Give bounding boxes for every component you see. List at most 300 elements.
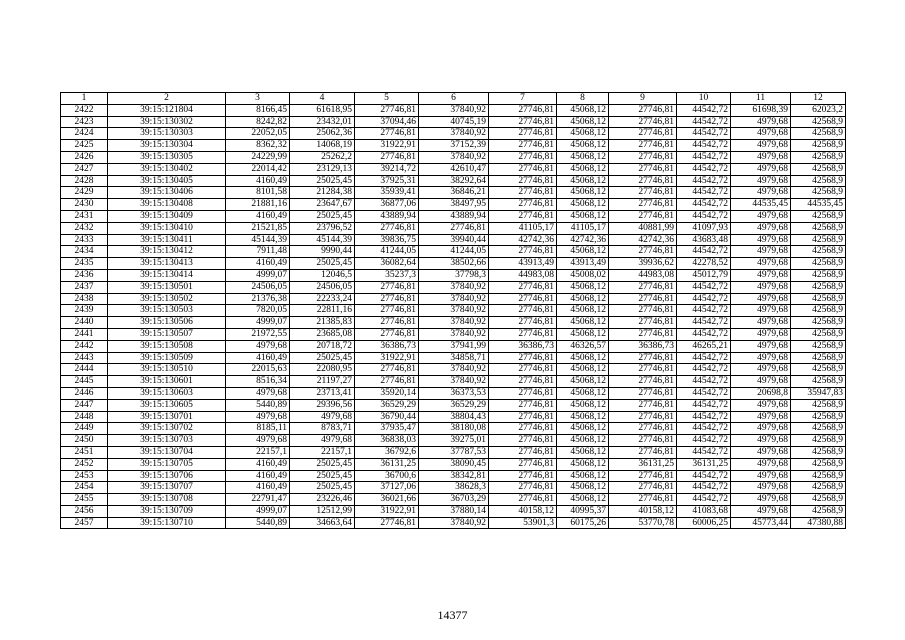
table-cell: 27746,81 (419, 222, 489, 234)
table-cell: 27746,81 (609, 352, 677, 364)
table-cell: 23713,41 (290, 387, 355, 399)
table-cell: 42568,9 (791, 494, 846, 506)
table-cell: 27746,81 (489, 128, 557, 140)
table-cell: 4160,49 (226, 352, 290, 364)
table-cell: 4979,68 (226, 387, 290, 399)
table-cell: 45144,39 (290, 234, 355, 246)
table-cell: 45068,12 (557, 199, 609, 211)
table-cell: 37787,53 (419, 446, 489, 458)
table-cell: 39:15:130603 (108, 387, 226, 399)
table-cell: 4979,68 (731, 234, 791, 246)
table-cell: 42568,9 (791, 470, 846, 482)
table-cell: 23647,67 (290, 199, 355, 211)
table-cell: 4979,68 (731, 246, 791, 258)
table-cell: 25025,45 (290, 470, 355, 482)
table-cell: 44542,72 (677, 187, 731, 199)
table-cell: 27746,81 (609, 116, 677, 128)
table-row (61, 435, 846, 447)
table-cell: 45068,12 (557, 317, 609, 329)
table-cell: 39936,62 (609, 258, 677, 270)
table-cell: 4979,68 (731, 399, 791, 411)
column-header: 12 (791, 93, 846, 105)
table-cell: 44542,72 (677, 352, 731, 364)
table-cell: 2455 (61, 494, 108, 506)
table-cell: 4979,68 (731, 340, 791, 352)
table-cell: 45068,12 (557, 387, 609, 399)
table-cell: 38804,43 (419, 411, 489, 423)
table-cell: 4979,68 (731, 293, 791, 305)
table-cell: 27746,81 (609, 104, 677, 116)
table-cell: 27746,81 (489, 446, 557, 458)
table-cell: 42568,9 (791, 435, 846, 447)
table-cell: 45068,12 (557, 187, 609, 199)
table-cell: 37925,31 (355, 175, 419, 187)
table-cell: 2422 (61, 104, 108, 116)
table-cell: 27746,81 (489, 399, 557, 411)
table-cell: 4979,68 (731, 494, 791, 506)
table-cell: 39:15:130507 (108, 328, 226, 340)
table-cell: 44542,72 (677, 210, 731, 222)
table-cell: 45068,12 (557, 116, 609, 128)
table-cell: 4979,68 (731, 258, 791, 270)
table-cell: 27746,81 (489, 175, 557, 187)
table-cell: 36700,6 (355, 470, 419, 482)
table-cell: 37840,92 (419, 317, 489, 329)
column-header: 1 (61, 93, 108, 105)
table-cell: 40158,12 (609, 505, 677, 517)
table-cell: 2442 (61, 340, 108, 352)
table-cell: 42568,9 (791, 411, 846, 423)
table-cell: 24229,99 (226, 151, 290, 163)
table-cell: 4999,07 (226, 505, 290, 517)
table-cell: 4979,68 (731, 435, 791, 447)
table-cell: 39:15:130701 (108, 411, 226, 423)
table-cell: 14068,19 (290, 140, 355, 152)
table-cell: 45068,12 (557, 446, 609, 458)
table-cell: 25025,45 (290, 175, 355, 187)
table-row (61, 151, 846, 163)
table-cell: 27746,81 (609, 151, 677, 163)
table-cell: 27746,81 (609, 175, 677, 187)
table-cell: 36529,29 (419, 399, 489, 411)
table-cell: 45008,02 (557, 269, 609, 281)
table-row (61, 258, 846, 270)
table-cell: 44542,72 (677, 281, 731, 293)
table-cell: 27746,81 (609, 163, 677, 175)
table-cell: 47380,88 (791, 517, 846, 529)
header-row (61, 93, 846, 105)
table-row (61, 411, 846, 423)
table-cell: 27746,81 (355, 376, 419, 388)
table-cell: 2440 (61, 317, 108, 329)
table-cell: 42742,36 (489, 234, 557, 246)
table-cell: 4979,68 (731, 128, 791, 140)
table-cell: 45012,79 (677, 269, 731, 281)
table-cell: 22052,05 (226, 128, 290, 140)
table-row (61, 423, 846, 435)
table-row (61, 517, 846, 529)
table-cell: 36082,64 (355, 258, 419, 270)
table-body (61, 104, 846, 529)
table-cell: 53901,3 (489, 517, 557, 529)
table-cell: 4979,68 (731, 305, 791, 317)
table-cell: 45068,12 (557, 423, 609, 435)
table-cell: 38628,3 (419, 482, 489, 494)
table-row (61, 446, 846, 458)
table-cell: 23685,08 (290, 328, 355, 340)
table-row (61, 104, 846, 116)
table-cell: 42568,9 (791, 482, 846, 494)
table-cell: 42568,9 (791, 340, 846, 352)
table-cell: 21385,83 (290, 317, 355, 329)
table-cell: 35920,14 (355, 387, 419, 399)
table-row (61, 199, 846, 211)
table-cell: 37840,92 (419, 151, 489, 163)
table-cell: 62023,2 (791, 104, 846, 116)
table-cell: 53770,78 (609, 517, 677, 529)
table-cell: 4979,68 (731, 458, 791, 470)
table-cell: 2424 (61, 128, 108, 140)
table-cell: 37094,46 (355, 116, 419, 128)
table-cell: 2430 (61, 199, 108, 211)
table-cell: 37880,14 (419, 505, 489, 517)
table-cell: 41105,17 (557, 222, 609, 234)
table-cell: 45068,12 (557, 494, 609, 506)
table-cell: 27746,81 (489, 328, 557, 340)
table-cell: 27746,81 (355, 151, 419, 163)
table-cell: 45068,12 (557, 281, 609, 293)
table-cell: 39:15:130406 (108, 187, 226, 199)
table-cell: 31922,91 (355, 505, 419, 517)
table-cell: 42568,9 (791, 246, 846, 258)
table-cell: 27746,81 (609, 423, 677, 435)
table-row (61, 293, 846, 305)
table-cell: 42568,9 (791, 293, 846, 305)
table-cell: 27746,81 (489, 411, 557, 423)
table-cell: 2435 (61, 258, 108, 270)
table-cell: 4979,68 (731, 140, 791, 152)
table-cell: 36846,21 (419, 187, 489, 199)
table-cell: 37840,92 (419, 328, 489, 340)
table-cell: 45068,12 (557, 328, 609, 340)
table-cell: 4979,68 (290, 411, 355, 423)
table-cell: 39:15:121804 (108, 104, 226, 116)
table-cell: 42568,9 (791, 352, 846, 364)
table-cell: 41244,05 (355, 246, 419, 258)
table-cell: 4979,68 (731, 269, 791, 281)
table-cell: 36877,06 (355, 199, 419, 211)
table-cell: 36386,73 (609, 340, 677, 352)
table-cell: 4160,49 (226, 210, 290, 222)
table-cell: 27746,81 (489, 376, 557, 388)
table-cell: 39:15:130414 (108, 269, 226, 281)
table-cell: 2439 (61, 305, 108, 317)
table-row (61, 340, 846, 352)
table-cell: 44542,72 (677, 470, 731, 482)
table-cell: 27746,81 (609, 246, 677, 258)
table-cell: 42568,9 (791, 328, 846, 340)
table-cell: 27746,81 (609, 399, 677, 411)
table-cell: 27746,81 (489, 458, 557, 470)
table-cell: 39836,75 (355, 234, 419, 246)
table-cell: 45068,12 (557, 151, 609, 163)
table-cell: 25025,45 (290, 352, 355, 364)
column-header: 5 (355, 93, 419, 105)
table-cell: 45773,44 (731, 517, 791, 529)
table-cell: 7911,48 (226, 246, 290, 258)
table-cell: 27746,81 (609, 482, 677, 494)
table-cell: 42568,9 (791, 281, 846, 293)
table-cell: 27746,81 (355, 222, 419, 234)
table-cell: 22791,47 (226, 494, 290, 506)
table-cell: 37840,92 (419, 281, 489, 293)
table-cell: 2454 (61, 482, 108, 494)
table-cell: 42568,9 (791, 446, 846, 458)
table-cell: 39:15:130508 (108, 340, 226, 352)
table-cell: 2444 (61, 364, 108, 376)
table-row (61, 494, 846, 506)
table-cell: 37840,92 (419, 104, 489, 116)
table-row (61, 482, 846, 494)
table-cell: 42568,9 (791, 458, 846, 470)
table-cell: 39:15:130506 (108, 317, 226, 329)
table-cell: 2443 (61, 352, 108, 364)
table-cell: 27746,81 (609, 364, 677, 376)
table-cell: 60006,25 (677, 517, 731, 529)
table-cell: 4160,49 (226, 470, 290, 482)
table-cell: 27746,81 (489, 423, 557, 435)
table-cell: 61618,95 (290, 104, 355, 116)
table-cell: 25025,45 (290, 258, 355, 270)
table-cell: 22157,1 (226, 446, 290, 458)
table-cell: 39:15:130410 (108, 222, 226, 234)
table-cell: 44542,72 (677, 199, 731, 211)
table-cell: 39:15:130707 (108, 482, 226, 494)
table-cell: 44542,72 (677, 305, 731, 317)
table-cell: 38292,64 (419, 175, 489, 187)
table-cell: 8362,32 (226, 140, 290, 152)
table-cell: 27746,81 (489, 281, 557, 293)
table-row (61, 222, 846, 234)
table-cell: 39:15:130413 (108, 258, 226, 270)
table-cell: 41083,68 (677, 505, 731, 517)
table-cell: 45068,12 (557, 293, 609, 305)
table-cell: 23129,13 (290, 163, 355, 175)
table-cell: 22811,16 (290, 305, 355, 317)
table-cell: 7820,05 (226, 305, 290, 317)
table-cell: 2427 (61, 163, 108, 175)
table-cell: 37840,92 (419, 364, 489, 376)
table-cell: 39:15:130703 (108, 435, 226, 447)
table-cell: 4979,68 (731, 482, 791, 494)
table-cell: 44542,72 (677, 163, 731, 175)
column-header: 3 (226, 93, 290, 105)
table-cell: 2448 (61, 411, 108, 423)
table-cell: 8185,11 (226, 423, 290, 435)
table-cell: 4979,68 (226, 411, 290, 423)
table-cell: 36131,25 (609, 458, 677, 470)
table-cell: 39:15:130503 (108, 305, 226, 317)
table-cell: 8166,45 (226, 104, 290, 116)
table-cell: 2449 (61, 423, 108, 435)
table-cell: 4999,07 (226, 269, 290, 281)
table-cell: 27746,81 (489, 305, 557, 317)
table-cell: 39:15:130501 (108, 281, 226, 293)
table-cell: 39:15:130509 (108, 352, 226, 364)
table-cell: 39:15:130411 (108, 234, 226, 246)
table-cell: 27746,81 (489, 435, 557, 447)
table-cell: 36838,03 (355, 435, 419, 447)
table-cell: 4979,68 (731, 411, 791, 423)
table-cell: 27746,81 (489, 246, 557, 258)
table-cell: 44542,72 (677, 494, 731, 506)
table-row (61, 281, 846, 293)
table-cell: 36021,66 (355, 494, 419, 506)
table-cell: 42568,9 (791, 128, 846, 140)
table-cell: 4979,68 (731, 281, 791, 293)
table-cell: 36703,29 (419, 494, 489, 506)
table-cell: 35237,3 (355, 269, 419, 281)
table-cell: 27746,81 (489, 151, 557, 163)
table-cell: 27746,81 (355, 104, 419, 116)
table-cell: 4979,68 (731, 352, 791, 364)
table-cell: 44542,72 (677, 293, 731, 305)
table-cell: 8242,82 (226, 116, 290, 128)
table-cell: 44983,08 (609, 269, 677, 281)
table-row (61, 163, 846, 175)
table-cell: 27746,81 (609, 140, 677, 152)
table-cell: 25025,45 (290, 458, 355, 470)
table-cell: 23226,46 (290, 494, 355, 506)
table-cell: 39:15:130305 (108, 151, 226, 163)
table-row (61, 210, 846, 222)
table-cell: 2426 (61, 151, 108, 163)
table-cell: 39:15:130705 (108, 458, 226, 470)
table-cell: 44542,72 (677, 140, 731, 152)
table-cell: 46265,21 (677, 340, 731, 352)
table-cell: 27746,81 (489, 187, 557, 199)
table-cell: 39:15:130408 (108, 199, 226, 211)
table-cell: 2441 (61, 328, 108, 340)
table-cell: 4160,49 (226, 258, 290, 270)
table-cell: 39:15:130409 (108, 210, 226, 222)
table-cell: 44542,72 (677, 482, 731, 494)
table-cell: 45068,12 (557, 435, 609, 447)
column-header: 10 (677, 93, 731, 105)
table-cell: 46326,57 (557, 340, 609, 352)
table-cell: 4979,68 (731, 187, 791, 199)
table-cell: 61698,39 (731, 104, 791, 116)
table-cell: 36792,6 (355, 446, 419, 458)
table-cell: 39:15:130303 (108, 128, 226, 140)
table-cell: 2450 (61, 435, 108, 447)
table-cell: 4979,68 (731, 151, 791, 163)
table-cell: 43683,48 (677, 234, 731, 246)
table-cell: 39:15:130605 (108, 399, 226, 411)
table-cell: 27746,81 (489, 482, 557, 494)
table-cell: 24506,05 (290, 281, 355, 293)
table-cell: 44542,72 (677, 328, 731, 340)
table-cell: 42568,9 (791, 376, 846, 388)
table-cell: 42568,9 (791, 258, 846, 270)
table-row (61, 128, 846, 140)
table-cell: 43913,49 (557, 258, 609, 270)
table-cell: 2456 (61, 505, 108, 517)
table-cell: 44542,72 (677, 423, 731, 435)
page-number: 14377 (437, 608, 468, 622)
table-cell: 40745,19 (419, 116, 489, 128)
table-cell: 39:15:130510 (108, 364, 226, 376)
table-cell: 44542,72 (677, 246, 731, 258)
table-cell: 27746,81 (355, 328, 419, 340)
table-cell: 42568,9 (791, 364, 846, 376)
table-cell: 25025,45 (290, 482, 355, 494)
table-cell: 45068,12 (557, 411, 609, 423)
table-cell: 25262,2 (290, 151, 355, 163)
table-cell: 39:15:130502 (108, 293, 226, 305)
table-cell: 27746,81 (609, 446, 677, 458)
table-cell: 9990,44 (290, 246, 355, 258)
table-cell: 37941,99 (419, 340, 489, 352)
table-cell: 45068,12 (557, 376, 609, 388)
table-cell: 45068,12 (557, 128, 609, 140)
table-cell: 4979,68 (731, 328, 791, 340)
table-cell: 27746,81 (609, 293, 677, 305)
table-cell: 36386,73 (355, 340, 419, 352)
table-cell: 37840,92 (419, 293, 489, 305)
table-cell: 38180,08 (419, 423, 489, 435)
table-cell: 38090,45 (419, 458, 489, 470)
column-header: 8 (557, 93, 609, 105)
table-cell: 43889,94 (355, 210, 419, 222)
table-cell: 44542,72 (677, 104, 731, 116)
table-cell: 44542,72 (677, 128, 731, 140)
table-cell: 4979,68 (731, 163, 791, 175)
table-cell: 12046,5 (290, 269, 355, 281)
table-cell: 2425 (61, 140, 108, 152)
table-cell: 60175,26 (557, 517, 609, 529)
table-cell: 27746,81 (489, 317, 557, 329)
table-cell: 44542,72 (677, 399, 731, 411)
table-row (61, 317, 846, 329)
table-cell: 45068,12 (557, 458, 609, 470)
table-cell: 42568,9 (791, 140, 846, 152)
table-cell: 4979,68 (731, 210, 791, 222)
table-cell: 27746,81 (489, 364, 557, 376)
table-cell: 39:15:130708 (108, 494, 226, 506)
table-cell: 4160,49 (226, 482, 290, 494)
table-row (61, 140, 846, 152)
table-cell: 37840,92 (419, 517, 489, 529)
table-cell: 43913,49 (489, 258, 557, 270)
table-cell: 27746,81 (355, 128, 419, 140)
table-cell: 27746,81 (489, 199, 557, 211)
table-cell: 20698,8 (731, 387, 791, 399)
table-cell: 27746,81 (489, 352, 557, 364)
table-cell: 27746,81 (489, 293, 557, 305)
table-cell: 45068,12 (557, 352, 609, 364)
column-header: 2 (108, 93, 226, 105)
table-cell: 42568,9 (791, 399, 846, 411)
table-cell: 42568,9 (791, 210, 846, 222)
table-cell: 44542,72 (677, 435, 731, 447)
table-cell: 4979,68 (731, 505, 791, 517)
table-cell: 2428 (61, 175, 108, 187)
table-cell: 27746,81 (355, 317, 419, 329)
table-cell: 36529,29 (355, 399, 419, 411)
table-cell: 39:15:130704 (108, 446, 226, 458)
table-cell: 2446 (61, 387, 108, 399)
